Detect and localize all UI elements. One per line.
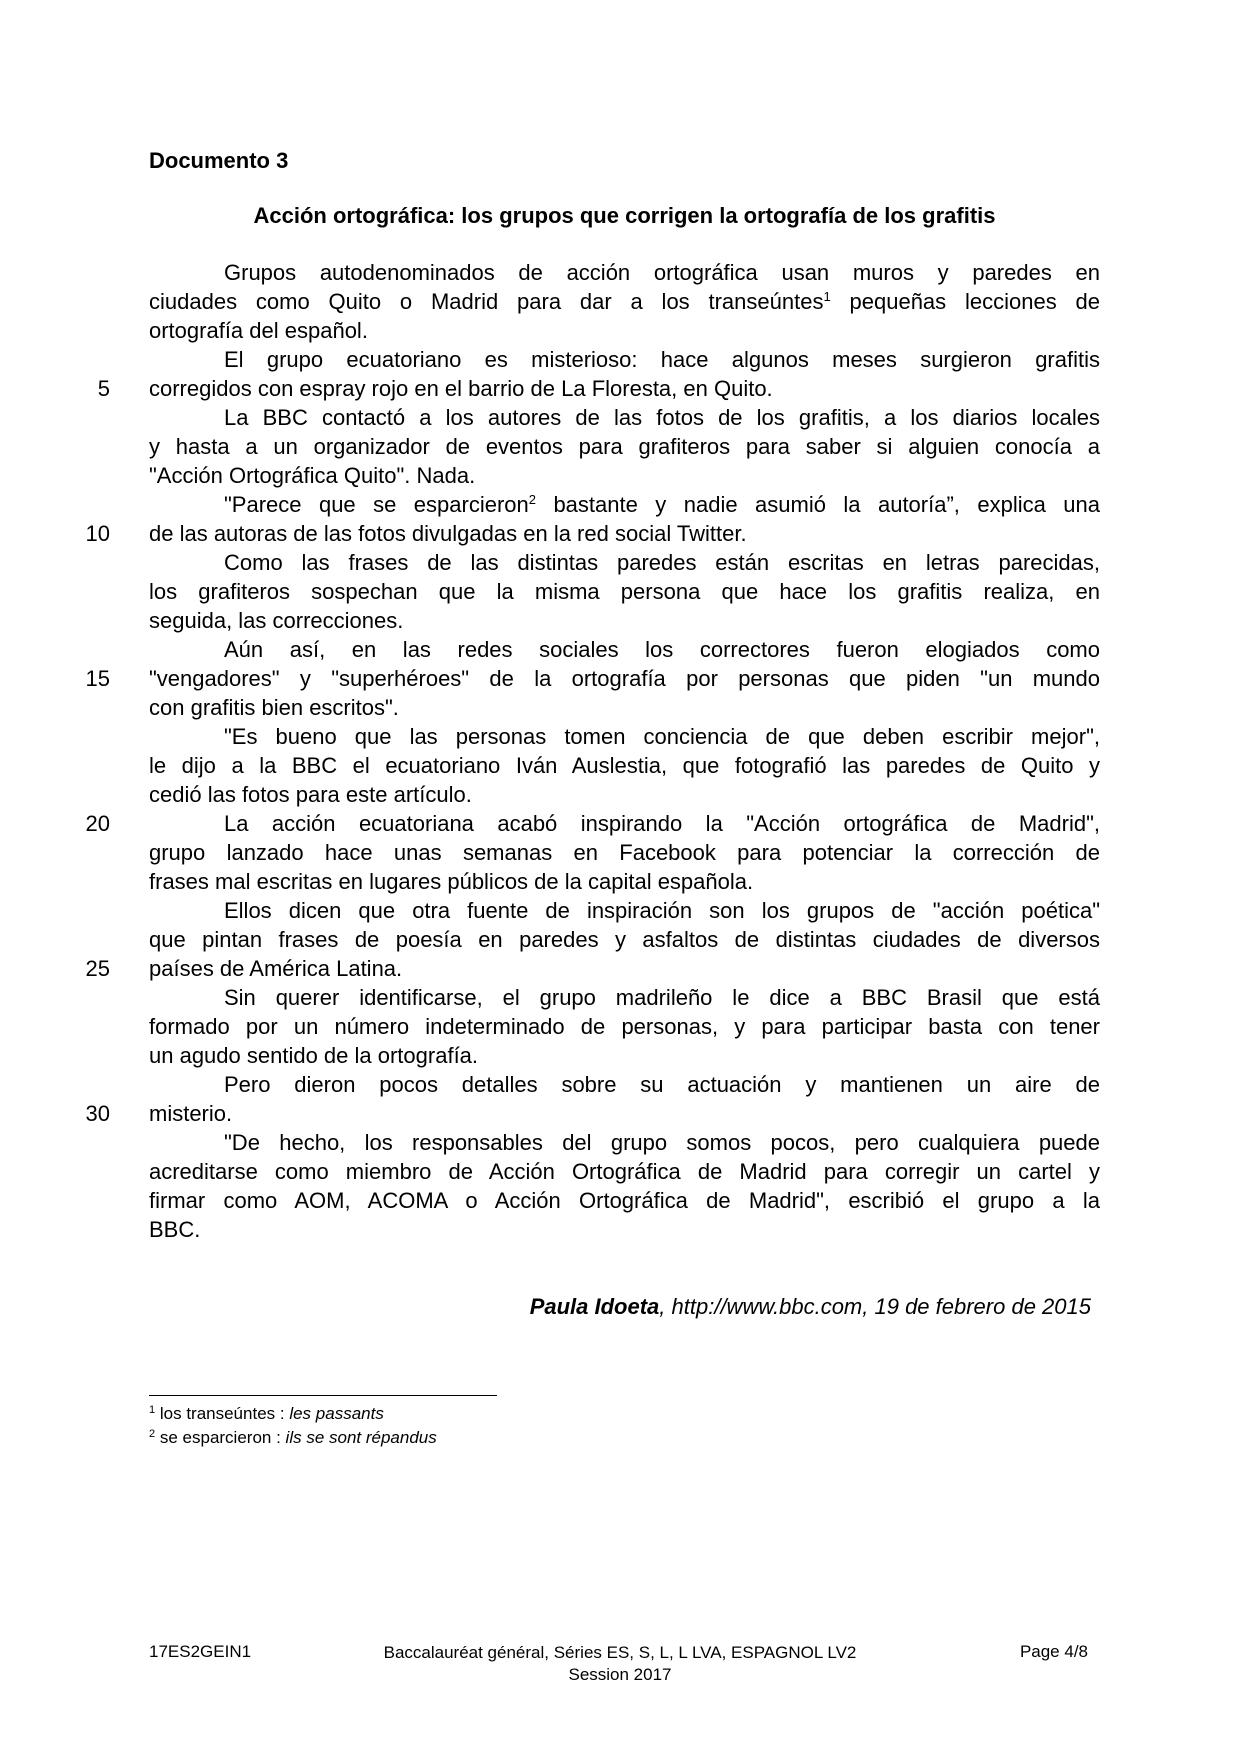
body-line: ortografía del español.	[149, 318, 368, 343]
body-line: Ellos dicen que otra fuente de inspiración son los grupos de "acción poética"	[224, 898, 1100, 923]
body-line: países de América Latina.	[149, 956, 403, 981]
body-line: cedió las fotos para este artículo.	[149, 782, 472, 807]
body-line: Grupos autodenominados de acción ortográfica usan muros y paredes en	[224, 260, 1100, 285]
footer-exam-title: Baccalauréat général, Séries ES, S, L, L LVA, ESPAGNOL LV2	[383, 1643, 857, 1662]
body-line: con grafitis bien escritos".	[149, 695, 399, 720]
signature	[530, 1294, 1091, 1320]
body-line: BBC.	[149, 1217, 201, 1242]
document-label: Documento 3	[149, 148, 289, 173]
body-line: de las autoras de las fotos divulgadas en la red social Twitter.	[149, 521, 747, 546]
line-number: 25	[85, 956, 110, 981]
line-number: 20	[85, 811, 110, 836]
body-line: frases mal escritas en lugares públicos de la capital española.	[149, 869, 754, 894]
signature-author: Paula Idoeta	[529, 1294, 660, 1319]
body-line: "Es bueno que las personas tomen conciencia de que deben escribir mejor",	[224, 724, 1100, 749]
body-line: grupo lanzado hace unas semanas en Facebook para potenciar la corrección de	[149, 840, 1100, 865]
body-line: "De hecho, los responsables del grupo somos pocos, pero cualquiera puede	[224, 1130, 1100, 1155]
body-line: Pero dieron pocos detalles sobre su actuación y mantienen un aire de	[224, 1072, 1100, 1097]
line-number: 10	[85, 521, 110, 546]
footer-session: Session 2017	[568, 1665, 672, 1684]
body-line: "Parece que se esparcieron$^2$ bastante y nadie asumió la autoría”, explica una	[224, 492, 1100, 517]
body-line: El grupo ecuatoriano es misterioso: hace algunos meses surgieron grafitis	[224, 347, 1100, 372]
line-number: 30	[85, 1101, 110, 1126]
body-line: Como las frases de las distintas paredes están escritas en letras parecidas,	[224, 550, 1100, 575]
body-line: misterio.	[149, 1101, 233, 1126]
body-line: "vengadores" y "superhéroes" de la ortografía por personas que piden "un mundo	[149, 666, 1100, 691]
body-line: formado por un número indeterminado de personas, y para participar basta con tener	[149, 1014, 1100, 1039]
line-number: 15	[85, 666, 110, 691]
body-line: que pintan frases de poesía en paredes y asfaltos de distintas ciudades de diversos	[149, 927, 1100, 952]
body-line: La acción ecuatoriana acabó inspirando la "Acción ortográfica de Madrid",	[224, 811, 1100, 836]
footnote-1: $^1$ los transeúntes : les passants	[149, 1404, 384, 1423]
body-line: corregidos con espray rojo en el barrio de La Floresta, en Quito.	[149, 376, 773, 401]
line-number: 5	[97, 376, 110, 401]
body-line: acreditarse como miembro de Acción Ortográfica de Madrid para corregir un cartel y	[149, 1159, 1100, 1184]
footer-page: Page 4/8	[1019, 1642, 1088, 1661]
body-line: los grafiteros sospechan que la misma persona que hace los grafitis realiza, en	[149, 579, 1100, 604]
body-line: seguida, las correcciones.	[149, 608, 404, 633]
footer-code: 17ES2GEIN1	[149, 1642, 252, 1661]
body-line: un agudo sentido de la ortografía.	[149, 1043, 479, 1068]
footnote-rule	[149, 1395, 497, 1396]
body-line: "Acción Ortográfica Quito". Nada.	[149, 463, 476, 488]
body-line: Aún así, en las redes sociales los correctores fueron elogiados como	[224, 637, 1100, 662]
body-line: le dijo a la BBC el ecuatoriano Iván Auslestia, que fotografió las paredes de Quito y	[149, 753, 1100, 778]
footnote-ref: 2	[528, 492, 536, 507]
body-line: La BBC contactó a los autores de las fotos de los grafitis, a los diarios locales	[224, 405, 1100, 430]
body-line: y hasta a un organizador de eventos para grafiteros para saber si alguien conocía a	[149, 434, 1100, 459]
body-line: Sin querer identificarse, el grupo madrileño le dice a BBC Brasil que está	[224, 985, 1100, 1010]
signature-source: , http://www.bbc.com, 19 de febrero de 2015	[659, 1294, 1091, 1319]
body-line: firmar como AOM, ACOMA o Acción Ortográfica de Madrid", escribió el grupo a la	[149, 1188, 1100, 1213]
article-title: Acción ortográfica: los grupos que corrigen la ortografía de los grafitis	[253, 203, 996, 228]
footnote-2: $^2$ se esparcieron : ils se sont répandus	[149, 1428, 437, 1447]
footer-exam	[300, 1642, 940, 1686]
footnote-ref: 1	[823, 289, 831, 304]
body-line: ciudades como Quito o Madrid para dar a los transeúntes$^1$ pequeñas lecciones de	[149, 289, 1101, 314]
